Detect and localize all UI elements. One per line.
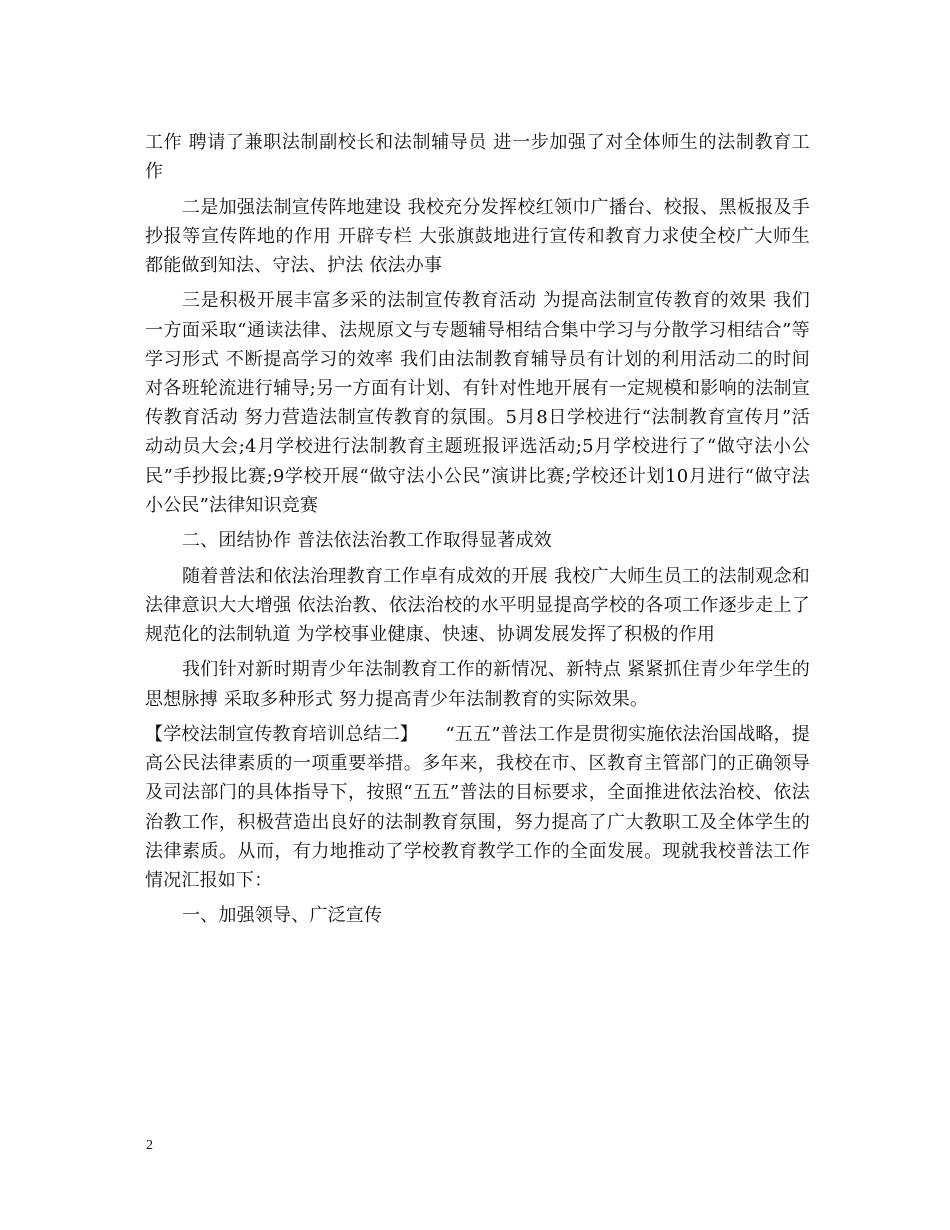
section-heading: 一、加强领导、广泛宣传 xyxy=(182,905,383,927)
paragraph: 三是积极开展丰富多采的法制宣传教育活动 为提高法制宣传教育的效果 我们一方面采取“通读法律、法规原文与专题辅导相结合集中学习与分散学习相结合”等学习形式 不断提高学习的效率 我们由法制教育辅导员有计划的利用活动二的时间 对各班轮流进行辅导;另一方面有计划、有针对性地开展有一定规模和影响的法制宣传教育活动 努力营造法制宣传教育的氛围。5月8日学校进行“法制教育宣传月”活动动员大会;4月学校进行法制教育主题班报评选活动;5月学校进行了“做守法小公民”手抄报比赛;9学校开展“做守法小公民”演讲比赛;学校还计划10月进行“做守法小公民”法律知识竞赛 xyxy=(145,290,810,516)
page-number: 2 xyxy=(146,1138,153,1153)
document-body xyxy=(145,128,810,937)
paragraph: 随着普法和依法治理教育工作卓有成效的开展 我校广大师生员工的法制观念和法律意识大大增强 依法治教、依法治校的水平明显提高学校的各项工作逐步走上了规范化的法制轨道 为学校事业健康、快速、协调发展发挥了积极的作用 xyxy=(145,565,810,645)
paragraph: 工作 聘请了兼职法制副校长和法制辅导员 进一步加强了对全体师生的法制教育工作 xyxy=(145,132,810,183)
paragraph: 我们针对新时期青少年法制教育工作的新情况、新特点 紧紧抓住青少年学生的思想脉搏 采取多种形式 努力提高青少年法制教育的实际效果。 xyxy=(145,659,810,710)
section-heading: 二、团结协作 普法依法治教工作取得显著成效 xyxy=(182,530,552,552)
paragraph: 二是加强法制宣传阵地建设 我校充分发挥校红领巾广播台、校报、黑板报及手抄报等宣传阵地的作用 开辟专栏 大张旗鼓地进行宣传和教育力求使全校广大师生都能做到知法、守法、护法 依法办事 xyxy=(145,196,810,276)
paragraph: 【学校法制宣传教育培训总结二】 “五五”普法工作是贯彻实施依法治国战略，提高公民法律素质的一项重要举措。多年来，我校在市、区教育主管部门的正确领导及司法部门的具体指导下，按照“五五”普法的目标要求，全面推进依法治校、依法治教工作，积极营造出良好的法制教育氛围，努力提高了广大教职工及全体学生的法律素质。从而，有力地推动了学校教育教学工作的全面发展。现就我校普法工作情况汇报如下： xyxy=(145,723,811,891)
